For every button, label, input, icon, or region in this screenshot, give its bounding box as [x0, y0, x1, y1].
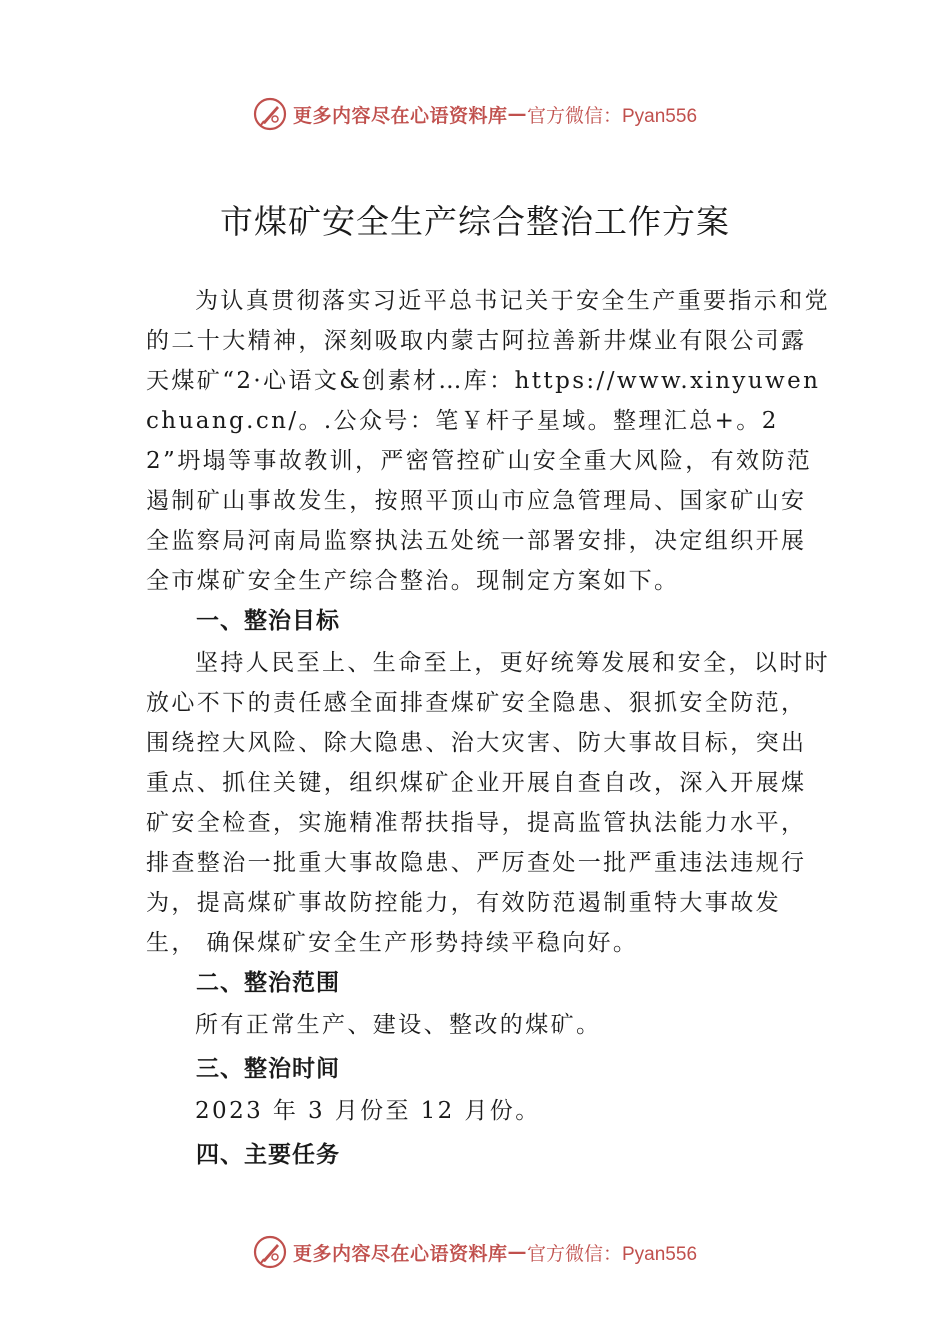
banner-main-text: 更多内容尽在心语资料库	[292, 104, 508, 127]
banner-main-text: 更多内容尽在心语资料库	[292, 1242, 508, 1265]
banner-dash: —	[507, 103, 527, 125]
section-heading-scope: 二、整治范围	[196, 970, 340, 996]
section-heading-goals: 一、整治目标	[196, 608, 340, 634]
document-title: 市煤矿安全生产综合整治工作方案	[220, 202, 730, 241]
header-banner	[0, 94, 950, 134]
banner-wechat-text: 官方微信：Pyan556	[527, 105, 698, 127]
intro-paragraph: 为认真贯彻落实习近平总书记关于安全生产重要指示和党的二十大精神，深刻吸取内蒙古阿拉善新井煤业有限公司露天煤矿“2·心语文&创素材…库：https://www.xinyuwenchuang.cn/。.公众号：笔￥杆子星域。整理汇总+。22”坍塌等事故教训，严密管控矿山安全重大风险，有效防范遏制矿山事故发生，按照平顶山市应急管理局、国家矿山安全监察局河南局监察执法五处统一部署安排，决定组织开展全市煤矿安全生产综合整治。现制定方案如下。	[146, 288, 830, 594]
banner-dash: —	[507, 1241, 527, 1263]
section-text-goals: 坚持人民至上、生命至上，更好统筹发展和安全，以时时放心不下的责任感全面排查煤矿安全隐患、狠抓安全防范，围绕控大风险、除大隐患、治大灾害、防大事故目标，突出重点、抓住关键，组织煤矿企业开展自查自改，深入开展煤矿安全检查，实施精准帮扶指导，提高监管执法能力水平， 排查整治一批重大事故隐患、严厉查处一批严重违法违规行 为，提高煤矿事故防控能力，有效防范遏制重特大事故发生， 确保煤矿安全生产形势持续平稳向好。	[146, 650, 830, 956]
banner-wechat-text: 官方微信：Pyan556	[527, 1243, 698, 1265]
section-text-time: 2023 年 3 月份至 12 月份。	[195, 1098, 541, 1124]
footer-banner	[0, 1232, 950, 1272]
section-text-scope: 所有正常生产、建设、整改的煤矿。	[195, 1012, 602, 1038]
quill-pen-logo-icon	[253, 1235, 287, 1269]
quill-pen-logo-icon	[253, 97, 287, 131]
section-heading-tasks: 四、主要任务	[196, 1142, 340, 1168]
section-heading-time: 三、整治时间	[196, 1056, 340, 1082]
document-body	[146, 281, 830, 1175]
